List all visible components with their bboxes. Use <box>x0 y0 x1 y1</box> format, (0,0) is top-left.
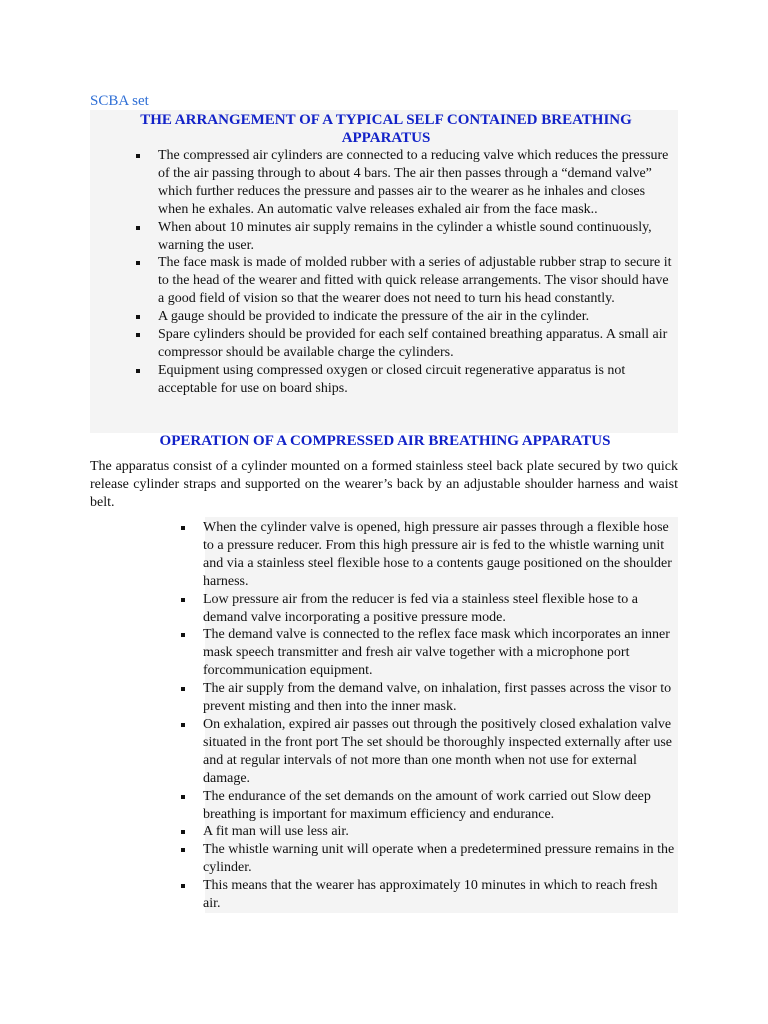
section-1-bullet-list <box>136 147 676 398</box>
list-item: A fit man will use less air. <box>181 823 676 841</box>
document-label: SCBA set <box>90 93 149 109</box>
section-2-intro-paragraph: The apparatus consist of a cylinder mounted on a formed stainless steel back plate secured by two quick release cylinder straps and supported on the wearer’s back by an adjustable shoulder harness and waist belt. <box>90 459 678 510</box>
list-item: The face mask is made of molded rubber with a series of adjustable rubber strap to secure it to the head of the wearer and fitted with quick release arrangements. The visor should have a good field of vision so that the wearer does not need to turn his head constantly. <box>136 254 676 308</box>
list-item: Equipment using compressed oxygen or closed circuit regenerative apparatus is not acceptable for use on board ships. <box>136 362 676 398</box>
list-item: The endurance of the set demands on the amount of work carried out Slow deep breathing is important for maximum efficiency and endurance. <box>181 788 676 824</box>
list-item: The air supply from the demand valve, on inhalation, first passes across the visor to prevent misting and then into the inner mask. <box>181 680 676 716</box>
list-item: This means that the wearer has approximately 10 minutes in which to reach fresh air. <box>181 877 676 913</box>
list-item: The compressed air cylinders are connected to a reducing valve which reduces the pressure of the air passing through to about 4 bars. The air then passes through a “demand valve” which further reduces the pressure and passes air to the wearer as he inhales and closes when he exhales. An automatic valve releases exhaled air from the face mask.. <box>136 147 676 219</box>
list-item: The whistle warning unit will operate when a predetermined pressure remains in the cylinder. <box>181 841 676 877</box>
list-item: Low pressure air from the reducer is fed via a stainless steel flexible hose to a demand valve incorporating a positive pressure mode. <box>181 591 676 627</box>
list-item: When about 10 minutes air supply remains in the cylinder a whistle sound continuously, warning the user. <box>136 219 676 255</box>
section-2-title: OPERATION OF A COMPRESSED AIR BREATHING APPARATUS <box>159 433 611 449</box>
list-item: The demand valve is connected to the reflex face mask which incorporates an inner mask speech transmitter and fresh air valve together with a microphone port forcommunication equipment. <box>181 626 676 680</box>
list-item: A gauge should be provided to indicate the pressure of the air in the cylinder. <box>136 308 676 326</box>
list-item: Spare cylinders should be provided for each self contained breathing apparatus. A small air compressor should be available charge the cylinders. <box>136 326 676 362</box>
section-2-bullet-list <box>181 519 676 913</box>
section-1-title: THE ARRANGEMENT OF A TYPICAL SELF CONTAINED BREATHING APPARATUS <box>140 112 632 146</box>
list-item: On exhalation, expired air passes out through the positively closed exhalation valve situated in the front port The set should be thoroughly inspected externally after use and at regular intervals of not more than one month when not use for external damage. <box>181 716 676 788</box>
list-item: When the cylinder valve is opened, high pressure air passes through a flexible hose to a pressure reducer. From this high pressure air is fed to the whistle warning unit and via a stainless steel flexible hose to a contents gauge positioned on the shoulder harness. <box>181 519 676 591</box>
